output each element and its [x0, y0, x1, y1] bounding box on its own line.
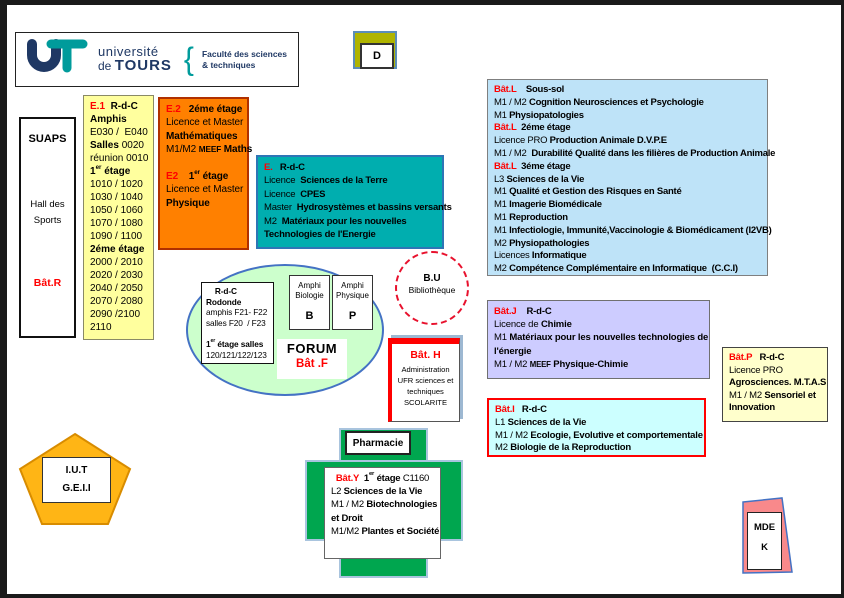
building-e-rdc-box [256, 155, 452, 249]
amphi-biologie-box: Amphi Biologie B [289, 275, 330, 330]
text-line: 1er étage [90, 164, 131, 177]
text-line: M1 / M2 Cognition Neurosciences et Psychologie [494, 96, 704, 108]
text-line: Bât.J R-d-C [494, 306, 552, 317]
frame-border-top [0, 0, 844, 5]
building-r-suaps [19, 117, 76, 338]
text-line: Licence PRO [729, 364, 783, 376]
text-line: 1010 / 1020 [90, 179, 143, 190]
text-line: M1 Infectiologie, Immunité,Vaccinologie & Biomédicament (I2VB) [494, 224, 772, 236]
text-line: Amphis [90, 114, 127, 125]
text-line: amphis F21- F22 [206, 307, 268, 318]
text-line: M1 Imagerie Biomédicale [494, 199, 602, 211]
text-line: M1 / M2 MEEF Physique-Chimie [494, 358, 629, 370]
logo-universite: université [98, 44, 159, 59]
text-line: Bât.L 3éme étage [494, 160, 571, 172]
building-l-box [487, 79, 776, 276]
text-line: Rodonde [206, 296, 242, 307]
logo-faculty-name: Faculté des sciences & techniques [201, 48, 287, 70]
text-line: M1 / M2 Sensoriel et [729, 389, 816, 401]
text-line: 2040 / 2050 [90, 283, 143, 294]
text-line: et Droit [331, 512, 363, 524]
text-line: 2110 [90, 322, 112, 333]
text-line: M2 Biologie de la Reproduction [495, 442, 631, 454]
text-line: 2000 / 2010 [90, 257, 143, 268]
d-marker [353, 31, 397, 69]
frame-border-left [0, 0, 7, 598]
text-line: M1 / M2 Ecologie, Evolutive et comportementale [495, 429, 703, 441]
text-line [206, 328, 269, 339]
amphi-physique-box: Amphi Physique P [332, 275, 373, 330]
frame-border-bottom [0, 594, 844, 598]
amphi-physique-letter: P [348, 310, 357, 322]
text-line: M1/M2 Plantes et Société [331, 525, 440, 537]
suaps-title: SUAPS [28, 133, 67, 145]
text-line: L2 Sciences de la Vie [331, 486, 423, 498]
iut-label-box: I.U.T G.E.I.I [42, 457, 111, 503]
text-line: E030 / E040 [90, 127, 148, 138]
amphi-biologie-letter: B [305, 310, 314, 322]
building-e2-box [158, 97, 253, 250]
text-line: Licence et Master [166, 117, 244, 129]
text-line: l'énergie [494, 345, 532, 357]
building-j-box [487, 300, 710, 379]
text-line: Licences Informatique [494, 250, 587, 262]
text-line: M1 Physiopatologies [494, 109, 584, 121]
text-line: 1030 / 1040 [90, 192, 143, 203]
text-line: Physique [166, 197, 210, 209]
text-line: M1 Matériaux pour les nouvelles technologies de [494, 332, 709, 344]
text-line: salles F20 / F23 [206, 317, 266, 328]
ut-monogram-icon [22, 35, 96, 84]
text-line: 2020 / 2030 [90, 270, 143, 281]
text-line: Licence Sciences de la Terre [264, 175, 388, 187]
text-line: Licence de Chimie [494, 319, 572, 331]
pharmacie-label: Pharmacie [345, 431, 411, 455]
forum-bat-label: Bât .F [296, 358, 328, 370]
text-line: L3 Sciences de la Vie [494, 173, 585, 185]
text-line: réunion 0010 [90, 153, 149, 164]
text-line: M2 Compétence Complémentaire en Informatique (C.C.I) [494, 263, 738, 275]
text-line: Bât.P R-d-C [729, 352, 785, 363]
text-line: Bât.Y 1er étage C1160 [331, 471, 430, 484]
building-i-box [487, 398, 706, 457]
d-marker-label: D [360, 43, 394, 69]
text-line: 2éme étage [90, 244, 145, 255]
text-line: 2090 /2100 [90, 309, 141, 320]
building-h-title: Bât. H [410, 349, 441, 361]
logo-brace-icon: { [183, 41, 194, 77]
text-line: M1 Qualité et Gestion des Risques en Santé [494, 186, 682, 198]
text-line: Agrosciences. M.T.A.S [729, 377, 827, 389]
text-line: M1/M2 MEEF Maths [166, 144, 253, 156]
text-line: Licence PRO Production Animale D.V.P.E [494, 135, 667, 147]
university-logo-box [15, 32, 299, 87]
text-line: 120/121/122/123 [206, 349, 267, 360]
text-line: 1050 / 1060 [90, 205, 143, 216]
building-h-text: Administration UFR sciences et techniques SCOLARITE [397, 365, 454, 407]
text-line: M1 / M2 Durabilité Qualité dans les filières de Production Animale [494, 147, 776, 159]
text-line [166, 157, 241, 170]
library-circle: B.U Bibliothèque [395, 251, 469, 325]
text-line: Bât.L 2éme étage [494, 122, 571, 134]
text-line: Master Hydrosystèmes et bassins versants [264, 202, 452, 214]
building-h-box [388, 338, 460, 422]
text-line: 1090 / 1100 [90, 231, 143, 242]
text-line: Technologies de l'Energie [264, 229, 376, 241]
text-line: Licence CPES [264, 188, 326, 200]
building-y-box [324, 467, 441, 559]
text-line: Bât.I R-d-C [495, 404, 547, 415]
mde-label-box: MDE K [747, 512, 782, 570]
text-line: 1070 / 1080 [90, 218, 143, 229]
suaps-bat-label: Bât.R [33, 277, 62, 290]
text-line: Mathématiques [166, 130, 238, 142]
text-line: Licence et Master [166, 184, 244, 196]
building-e1-box [83, 95, 154, 340]
text-line: Bât.L Sous-sol [494, 84, 565, 95]
text-line: R-d-C [206, 286, 237, 296]
text-line: M2 Matériaux pour les nouvelles [264, 215, 407, 227]
text-line: L1 Sciences de la Vie [495, 416, 587, 428]
suaps-hall: Hall des Sports [30, 199, 65, 227]
text-line: M1 Reproduction [494, 211, 568, 223]
text-line: 2070 / 2080 [90, 296, 143, 307]
rodonde-info-box [201, 282, 274, 364]
text-line: 1er étage salles [206, 337, 264, 349]
text-line: E2 1er étage [166, 169, 229, 183]
text-line: E.1 R-d-C [90, 101, 138, 112]
text-line: M2 Physiopathologies [494, 237, 590, 249]
logo-wordmark: université de TOURS [98, 44, 172, 74]
text-line: Salles 0020 [90, 140, 144, 151]
text-line: Innovation [729, 402, 776, 414]
building-p-box [722, 347, 828, 422]
text-line: M1 / M2 Biotechnologies [331, 499, 438, 511]
text-line: E.2 2éme étage [166, 104, 243, 115]
forum-label: FORUM Bât .F [277, 339, 347, 379]
text-line: E. R-d-C [264, 162, 305, 173]
